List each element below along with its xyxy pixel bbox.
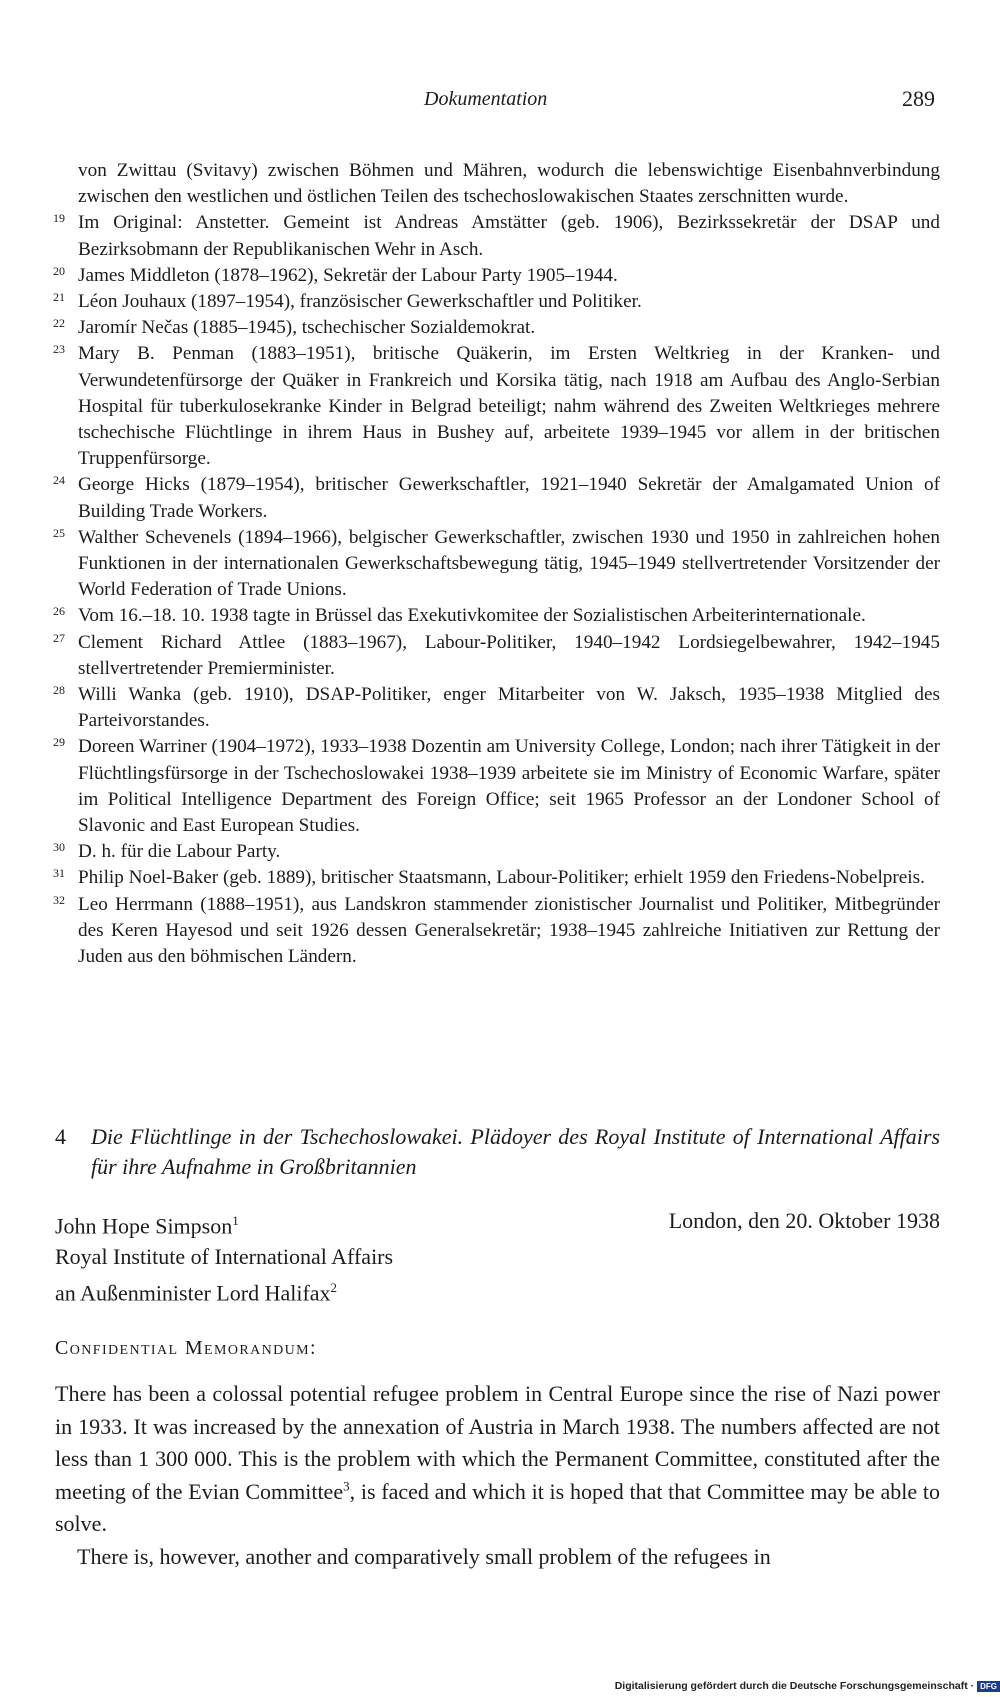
memo-paragraph: There is, however, another and comparatively small problem of the refugees in [77, 1543, 771, 1569]
document-date: London, den 20. Oktober 1938 [668, 1208, 940, 1233]
sender-block [55, 1205, 940, 1309]
footnote-text: Im Original: Anstetter. Gemeint ist Andreas Amstätter (geb. 1906), Bezirkssekretär der DSAP und Bezirksobmann der Republikanischen Wehr in Asch. [78, 212, 940, 260]
running-title: Dokumentation [424, 88, 548, 110]
footnote-text: Philip Noel-Baker (geb. 1889), britischer Staatsmann, Labour-Politiker; erhielt 1959 den Friedens-Nobelpreis. [78, 867, 925, 889]
footnote-text: Vom 16.–18. 10. 1938 tagte in Brüssel das Exekutivkomitee der Sozialistischen Arbeiterinternationale. [78, 605, 866, 627]
footer-text: Digitalisierung gefördert durch die Deutsche Forschungsgemeinschaft · [614, 1680, 975, 1692]
footnote-number: 24 [53, 473, 65, 488]
footnote-text: James Middleton (1878–1962), Sekretär der Labour Party 1905–1944. [78, 264, 618, 286]
footnote [55, 734, 940, 839]
recipient-footnote-ref: 2 [330, 1280, 338, 1296]
footnote-number: 20 [53, 263, 65, 278]
sender-footnote-ref: 1 [232, 1213, 239, 1228]
footnote-text: Clement Richard Attlee (1883–1967), Labour-Politiker, 1940–1942 Lordsiegelbewahrer, 1942–1945 stellvertretender Premierminister. [78, 631, 940, 679]
footnote [55, 210, 940, 262]
footnote [55, 630, 940, 682]
document-number: 4 [55, 1124, 66, 1149]
memo-label: Confidential Memorandum: [55, 1337, 317, 1359]
recipient: an Außenminister Lord Halifax [55, 1280, 331, 1306]
footnote-text: Doreen Warriner (1904–1972), 1933–1938 Dozentin am University College, London; nach ihrer Tätigkeit in der Flüchtlingsfürsorge in der Tschechoslowakei 1938–1939 arbeitete sie im Ministry of Economic Warfare, später im Political Intelligence Department des Foreign Office; seit 1965 Professor an der Londoner School of Slavonic and East European Studies. [78, 736, 940, 837]
footnote [55, 263, 940, 289]
footnotes-section [55, 158, 940, 970]
footnote [55, 892, 940, 971]
footnote-text: George Hicks (1879–1954), britischer Gewerkschaftler, 1921–1940 Sekretär der Amalgamated Union of Building Trade Workers. [78, 474, 940, 522]
footnote-number: 23 [53, 342, 65, 357]
footnote [55, 603, 940, 629]
footnote-text: Walther Schevenels (1894–1966), belgischer Gewerkschaftler, zwischen 1930 und 1950 in zahlreichen hohen Funktionen in der internationalen Gewerkschaftsbewegung tätig, 1945–1949 stellvertretender Vorsitzender der World Federation of Trade Unions. [78, 526, 940, 601]
footnote-text: Léon Jouhaux (1897–1954), französischer Gewerkschaftler und Politiker. [78, 291, 642, 313]
recipient-line [55, 1272, 940, 1308]
footnote-continuation [55, 158, 940, 210]
memo-text: , is faced and which it is hoped that that Committee may be able to solve. [55, 1478, 940, 1536]
footnote [55, 525, 940, 604]
memo-paragraph [55, 1378, 940, 1541]
footnote-text: Leo Herrmann (1888–1951), aus Landskron stammender zionistischer Journalist und Politiker, Mitbegründer des Keren Hayesod und seit 1926 dessen Generalsekretär; 1938–1945 zahlreiche Initiativen zur Rettung der Juden aus den böhmischen Ländern. [78, 893, 940, 968]
footnote [55, 865, 940, 891]
footnote-number: 21 [53, 290, 65, 305]
dfg-logo: DFG [977, 1681, 1000, 1692]
footnote-number: 25 [53, 525, 65, 540]
footnote-number: 31 [53, 866, 65, 881]
footnote [55, 839, 940, 865]
sender-name: John Hope Simpson [55, 1213, 233, 1239]
footnote-text: Willi Wanka (geb. 1910), DSAP-Politiker, enger Mitarbeiter von W. Jaksch, 1935–1938 Mitglied des Parteivorstandes. [78, 684, 940, 732]
footnote-number: 19 [53, 211, 65, 226]
sender-organization: Royal Institute of International Affairs [55, 1244, 394, 1270]
footnote-text: von Zwittau (Svitavy) zwischen Böhmen und Mähren, wodurch die lebenswichtige Eisenbahnverbindung zwischen den westlichen und östlichen Teilen des tschechoslowakischen Staates zerschnitten wurde. [78, 160, 940, 208]
footnote [55, 341, 940, 472]
memo-text: There has been a colossal potential refugee problem in Central Europe since the rise of Nazi power in 1933. It was increased by the annexation of Austria in March 1938. The numbers affected are not less than 1 300 000. This is the problem with which the Permanent Committee, constituted after the meeting of the Evian Committee [55, 1381, 940, 1504]
footnote [55, 315, 940, 341]
footnote-number: 22 [53, 316, 65, 331]
footnote-number: 27 [53, 630, 65, 645]
footnote-text: Jaromír Nečas (1885–1945), tschechischer Sozialdemokrat. [78, 317, 536, 339]
document-title: Die Flüchtlinge in der Tschechoslowakei. Plädoyer des Royal Institute of International Affairs für ihre Aufnahme in Großbritannien [91, 1124, 940, 1179]
footnote-text: Mary B. Penman (1883–1951), britische Quäkerin, im Ersten Weltkrieg in der Kranken- und Verwundetenfürsorge der Quäker in Frankreich und Korsika tätig, nach 1918 am Aufbau des Anglo-Serbian Hospital für tuberkulosekranke Kinder in Belgrad beteiligt; nahm während des Zweiten Weltkrieges mehrere tschechische Flüchtlinge in ihrem Haus in Bushey auf, arbeitete 1939–1945 vor allem in der britischen Truppenfürsorge. [78, 343, 940, 470]
memo-footnote-ref: 3 [343, 1478, 350, 1494]
document-heading [55, 1122, 940, 1182]
running-header [0, 88, 1000, 118]
footnote [55, 289, 940, 315]
footnote-number: 30 [53, 840, 65, 855]
footnote-number: 26 [53, 604, 65, 619]
footnote-text: D. h. für die Labour Party. [78, 841, 281, 863]
memo-body [55, 1378, 940, 1573]
footnote [55, 682, 940, 734]
footnote-number: 29 [53, 735, 65, 750]
page-number: 289 [902, 86, 935, 111]
footnote-number: 32 [53, 892, 65, 907]
footnote [55, 472, 940, 524]
digitization-footer [615, 1680, 1000, 1692]
footnote-number: 28 [53, 683, 65, 698]
